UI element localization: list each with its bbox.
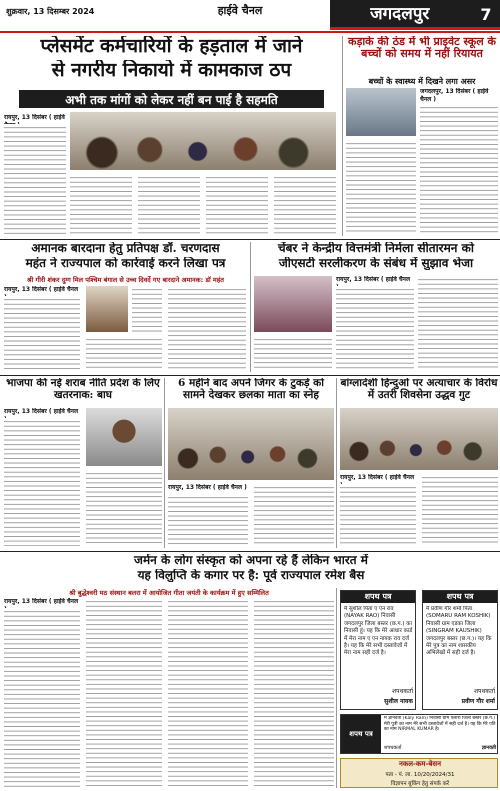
bjp-story bbox=[4, 378, 162, 548]
school-story bbox=[346, 36, 498, 236]
school-body-col-1 bbox=[420, 104, 498, 234]
bjp-body-col-1 bbox=[4, 418, 80, 546]
notice-1-name: सुशील नायक bbox=[384, 698, 413, 705]
sanskrit-story bbox=[4, 554, 498, 588]
notice-3-body: मैं ज्ञानवती (Kaly Ram) निवासी ग्राम पलारी जिला बस्तर (छ.ग.) मेरी पुत्री का नाम मेरे सभी दस्तावेजों में सही दर्ज है। यह कि मेरे पति का नाम NIRMAL KUMAR है। bbox=[384, 716, 496, 733]
lead-story bbox=[4, 36, 339, 236]
sitharaman-dateline: रायपुर, 13 दिसंबर ( हाईवे चैनल bbox=[336, 276, 411, 283]
sitharaman-headline-line-1: चेंबर ने केन्द्रीय वित्तमंत्री निर्मला सीतारमन को bbox=[278, 242, 474, 255]
notice-2-body: मैं प्रवीण गौर शर्मा पिता (SOMARU RAM KOSHIK) निवासी ग्राम एडका जिला (SINGRAM KAUSHIK) जगदलपुर बस्तर (छ.ग.)। यह कि मेरे पुत्र का नाम शासकीय अभिलेखों में सही दर्ज है। bbox=[426, 606, 492, 657]
sanskrit-headline-line-2: यह विलुप्ति के कगार पर है: पूर्व राज्यपाल रमेश बैस bbox=[137, 569, 365, 582]
mahant-body-col-3 bbox=[132, 286, 162, 332]
mahant-headline-line-1: अमानक बारदाना हेतु प्रतिपक्ष डॉ. चरणदास bbox=[31, 242, 220, 255]
masthead bbox=[0, 0, 500, 30]
lead-headline-line-2: से नगरीय निकायो में कामकाज ठप bbox=[51, 60, 292, 81]
ad-line-2: पता - पं. ला. 10/20/2024/31 bbox=[385, 772, 455, 778]
lead-deck: अभी तक मांगों को लेकर नहीं बन पाई है सहमति bbox=[65, 93, 278, 107]
sitharaman-story bbox=[254, 242, 498, 372]
mahant-body-col-2 bbox=[86, 336, 162, 370]
notice-2-sign: शपथकर्ता bbox=[474, 688, 495, 695]
mahant-dateline: रायपुर, 13 दिसंबर ( हाईवे चैनल bbox=[4, 286, 79, 293]
notice-2 bbox=[422, 590, 498, 710]
ad-banner bbox=[340, 758, 498, 788]
lead-headline-line-1: प्लेसमेंट कर्मचारियों के हड़ताल में जाने bbox=[40, 36, 303, 57]
school-body-col-2 bbox=[346, 140, 416, 234]
bjp-body-col-2 bbox=[86, 470, 162, 546]
notice-1-sign: शपथकर्ता bbox=[392, 688, 413, 695]
notice-3-name: ज्ञानवती bbox=[481, 745, 496, 751]
sanskrit-subhead: श्री बुद्धेश्वरी मठ संस्थान बलरा में आयोजित गीता जयंती के कार्यक्रम में हुए सम्मिलित bbox=[69, 589, 269, 597]
sitharaman-headline-line-2: जीएसटी सरलीकरण के संबंध में सुझाव भेजा bbox=[278, 257, 474, 270]
lead-deck-banner bbox=[19, 90, 324, 108]
lead-body-col-5 bbox=[274, 174, 336, 234]
kidney-photo bbox=[168, 408, 334, 480]
ad-line-1: नकल-कम-बेसन bbox=[399, 760, 441, 768]
sitharaman-body-col-2 bbox=[336, 286, 414, 370]
kidney-headline: 6 महीने बाद अपने जिगर के टुकड़े को सामने देखकर छलका माता का स्नेह bbox=[178, 378, 324, 401]
lead-photo bbox=[70, 112, 336, 170]
masthead-city: जगदलपुर bbox=[370, 4, 430, 24]
bangladesh-dateline: रायपुर, 13 दिसंबर ( हाईवे चैनल bbox=[340, 474, 415, 481]
masthead-date: शुक्रवार, 13 दिसम्बर 2024 bbox=[6, 7, 95, 16]
lead-body-col-4 bbox=[206, 174, 268, 234]
bangladesh-body-col-2 bbox=[422, 474, 498, 546]
sanskrit-dateline: रायपुर, 13 दिसंबर ( हाईवे चैनल bbox=[4, 598, 79, 605]
sanskrit-body-col-3 bbox=[168, 598, 248, 788]
school-photo bbox=[346, 88, 416, 136]
notice-3-box bbox=[340, 714, 498, 754]
lead-body-col-1 bbox=[4, 124, 66, 234]
sanskrit-body-col-4 bbox=[254, 598, 334, 788]
notice-2-title: शपथ पत्र bbox=[423, 591, 497, 603]
school-deck: बच्चों के स्वास्थ्य में दिखने लगा असर bbox=[368, 77, 476, 86]
sanskrit-body-col-2 bbox=[86, 598, 162, 788]
mahant-photo bbox=[86, 286, 128, 332]
bangladesh-photo bbox=[340, 408, 498, 470]
bangladesh-headline: बांग्लादेशी हिन्दुओं पर अत्याचार के विरोध में उतरी शिवसेना उद्धव गुट bbox=[340, 378, 498, 401]
lead-body-col-3 bbox=[138, 174, 200, 234]
bjp-headline: भाजपा की नई शराब नीति प्रदेश के लिए खतरनाक: बाघ bbox=[6, 378, 160, 401]
sitharaman-body-col-1 bbox=[254, 336, 332, 370]
masthead-page-number: 7 bbox=[480, 5, 492, 24]
mahant-body-col-1 bbox=[4, 296, 80, 370]
notice-2-name: प्रवीण गौर शर्मा bbox=[461, 698, 495, 705]
kidney-body-col-2 bbox=[254, 484, 334, 546]
masthead-paper-name: हाईवे चैनल bbox=[217, 4, 263, 17]
mahant-story bbox=[4, 242, 247, 372]
bjp-photo bbox=[86, 408, 162, 466]
notice-3-title: शपथ पत्र bbox=[341, 715, 381, 753]
ad-line-3: विज्ञापन बुकिंग हेतु संपर्क करें bbox=[390, 781, 450, 787]
mahant-headline-line-2: महंत ने राज्यपाल को कार्रवाई करने लिखा पत्र bbox=[25, 257, 226, 270]
kidney-story bbox=[168, 378, 334, 548]
notice-1-title: शपथ पत्र bbox=[341, 591, 415, 603]
mahant-body-col-4 bbox=[168, 286, 246, 370]
notice-3-sign: शपथकर्ता bbox=[384, 745, 402, 751]
bangladesh-body-col-1 bbox=[340, 484, 416, 546]
sitharaman-photo bbox=[254, 276, 332, 332]
notice-1 bbox=[340, 590, 416, 710]
sanskrit-headline-line-1: जर्मन के लोग संस्कृत को अपना रहे हैं लेकिन भारत में bbox=[134, 554, 368, 567]
school-dateline: जगदलपुर, 13 दिसंबर ( हाईवे चैनल ) bbox=[420, 88, 489, 103]
kidney-body-col-1 bbox=[168, 494, 248, 546]
lead-dateline: रायपुर, 13 दिसंबर ( हाईवे bbox=[4, 114, 65, 121]
sanskrit-body-col-1 bbox=[4, 608, 80, 788]
lead-body-col-2 bbox=[70, 174, 132, 234]
school-headline: कड़ाके की ठंड में भी प्राइवेट स्कूल के बच्चों को समय में नहीं रियायत bbox=[348, 36, 496, 61]
kidney-dateline: रायपुर, 13 दिसंबर ( हाईवे चैनल ) bbox=[168, 484, 247, 491]
bjp-dateline: रायपुर, 13 दिसंबर ( हाईवे चैनल bbox=[4, 408, 79, 415]
sitharaman-body-col-3 bbox=[418, 276, 498, 370]
notice-1-body: मैं सुशील पिता ए एन राव (NAYAK RAO) निवासी जगदलपुर जिला बस्तर (छ.ग.) का निवासी हूं। यह कि मेरे आधार कार्ड में मेरा नाम ए एन नायक राव दर्ज है। यह कि मेरे सभी दस्तावेजों में मेरा नाम सही दर्ज है। bbox=[344, 606, 413, 657]
masthead-city-bar bbox=[330, 0, 500, 30]
notice-column bbox=[340, 590, 498, 788]
bangladesh-story bbox=[340, 378, 498, 548]
mahant-subhead: श्री गीरी शंकर दुग्ग मिल पश्चिम बंगाल से उच्च दिवर्दे गए बारदाने अमानक: डॉ महंत bbox=[27, 276, 224, 284]
